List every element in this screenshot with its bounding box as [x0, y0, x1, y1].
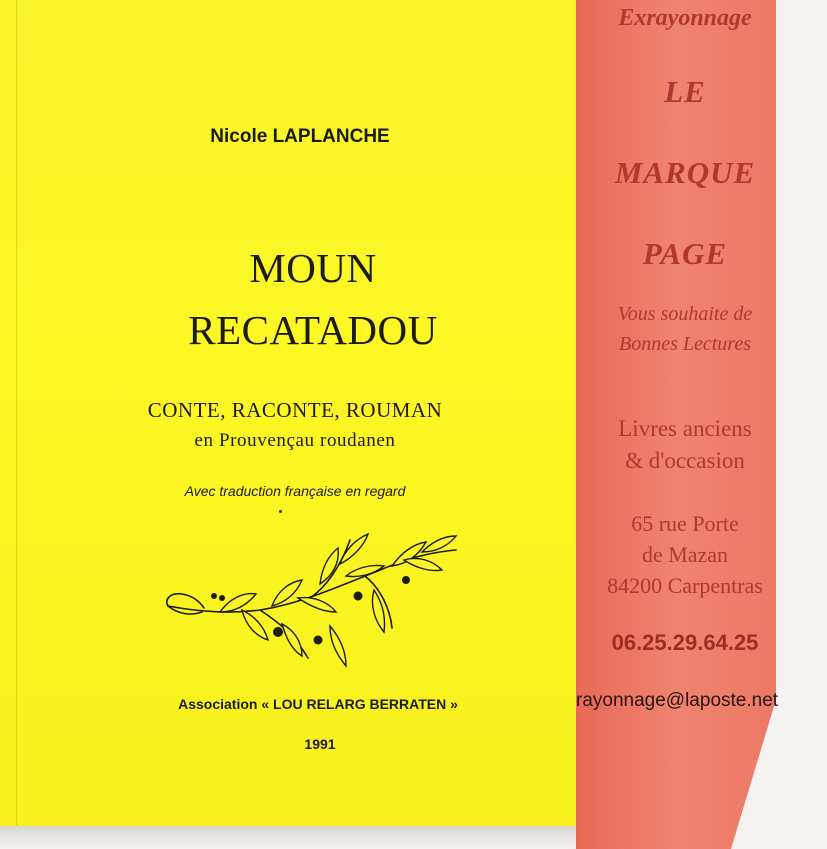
bookmark-phone: 06.25.29.64.25 — [611, 630, 759, 655]
book-title-line-2: RECATADOU — [188, 307, 438, 353]
bookmark-email: rayonnage@laposte.net — [576, 690, 779, 711]
bookmark-brand: Exrayonnage — [618, 5, 752, 31]
ornament-dot — [279, 510, 282, 513]
bookmark-address-line-3: 84200 Carpentras — [607, 573, 763, 598]
bookmark-title-marque: MARQUE — [614, 155, 756, 190]
bookmark-address-line-1: 65 rue Porte — [631, 511, 739, 536]
book-shadow — [0, 826, 580, 849]
book-subtitle-language: en Prouvençau roudanen — [194, 430, 396, 451]
bookmark-wish-line-2: Bonnes Lectures — [618, 333, 751, 355]
bookmark-address-line-2: de Mazan — [641, 542, 729, 567]
book-subtitle: CONTE, RACONTE, ROUMAN — [147, 398, 443, 422]
author-name: Nicole LAPLANCHE — [210, 126, 390, 147]
bookmark — [576, 0, 827, 849]
bookmark-books-line-2: & d'occasion — [625, 448, 745, 473]
publication-year: 1991 — [304, 736, 336, 752]
olive-branch-icon — [160, 528, 460, 673]
bookmark-books-line-1: Livres anciens — [618, 416, 752, 441]
bookmark-title-page: PAGE — [642, 236, 728, 271]
bookmark-title-le: LE — [664, 74, 706, 109]
book-title-line-1: MOUN — [249, 245, 377, 291]
publisher-association: Association « LOU RELARG BERRATEN » — [178, 696, 458, 712]
bookmark-wish-line-1: Vous souhaite de — [617, 303, 753, 325]
translation-note: Avec traduction française en regard — [184, 483, 406, 499]
